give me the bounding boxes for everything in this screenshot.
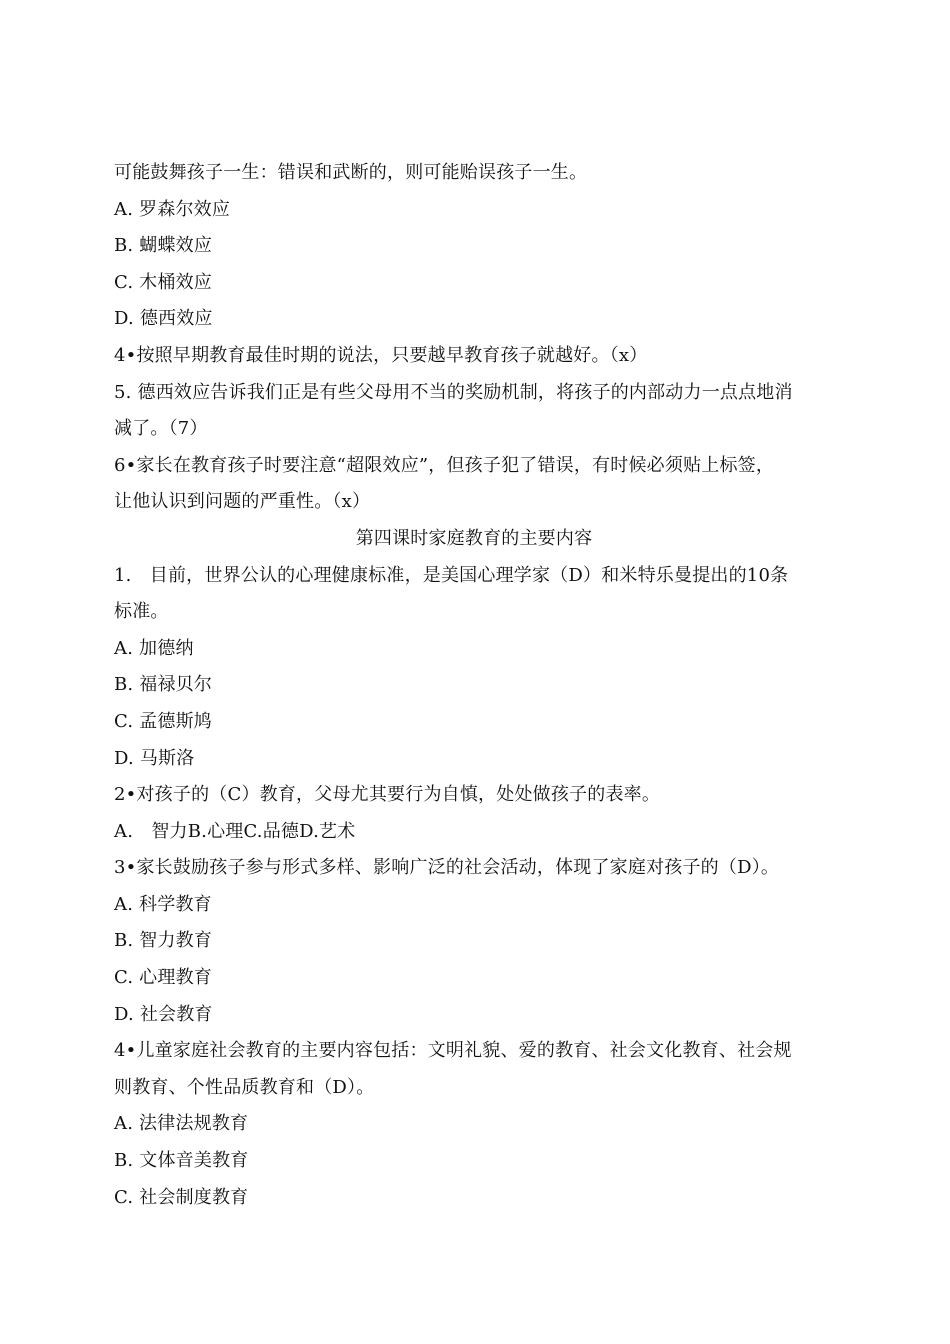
option-line: A. 科学教育 — [114, 893, 212, 915]
option-line: A. 罗森尔效应 — [114, 198, 231, 220]
text-line: 可能鼓舞孩子一生：错误和武断的，则可能贻误孩子一生。 — [114, 162, 588, 183]
question-line: 让他认识到问题的严重性。（x） — [114, 491, 371, 513]
question-line: 3•家长鼓励孩子参与形式多样、影响广泛的社会活动，体现了家庭对孩子的（D）。 — [114, 857, 780, 879]
document-body — [114, 155, 834, 1216]
option-line: B. 智力教育 — [114, 930, 213, 952]
option-line: C. 木桶效应 — [114, 271, 212, 293]
option-line: A. 智力B.心理C.品德D.艺术 — [114, 820, 356, 842]
option-line: C. 孟德斯鸠 — [114, 710, 212, 732]
option-line: B. 蝴蝶效应 — [114, 235, 213, 257]
question-line: 则教育、个性品质教育和（D）。 — [114, 1076, 375, 1098]
option-line: C. 心理教育 — [114, 967, 212, 989]
question-line: 6•家长在教育孩子时要注意“超限效应”，但孩子犯了错误，有时候必须贴上标签， — [114, 454, 775, 476]
option-line: A. 法律法规教育 — [114, 1113, 249, 1135]
question-line: 1. 目前，世界公认的心理健康标准，是美国心理学家（D）和米特乐曼提出的10条 — [114, 564, 789, 586]
option-line: A. 加德纳 — [114, 637, 194, 659]
option-line: C. 社会制度教育 — [114, 1186, 249, 1208]
question-line: 2•对孩子的（C）教育，父母尤其要行为自慎，处处做孩子的表率。 — [114, 784, 661, 806]
option-line: D. 社会教育 — [114, 1003, 213, 1025]
option-line: B. 福禄贝尔 — [114, 674, 213, 696]
question-line: 减了。（7） — [114, 418, 208, 440]
option-line: D. 马斯洛 — [114, 747, 195, 769]
question-line: 5. 德西效应告诉我们正是有些父母用不当的奖励机制，将孩子的内部动力一点点地消 — [114, 381, 793, 403]
option-line: B. 文体音美教育 — [114, 1150, 249, 1172]
question-line: 4•按照早期教育最佳时期的说法，只要越早教育孩子就越好。（x） — [114, 344, 648, 366]
question-line: 标准。 — [114, 601, 169, 623]
option-line: D. 德西效应 — [114, 308, 213, 330]
question-line: 4•儿童家庭社会教育的主要内容包括：文明礼貌、爱的教育、社会文化教育、社会规 — [114, 1040, 792, 1062]
section-heading: 第四课时家庭教育的主要内容 — [355, 527, 593, 549]
